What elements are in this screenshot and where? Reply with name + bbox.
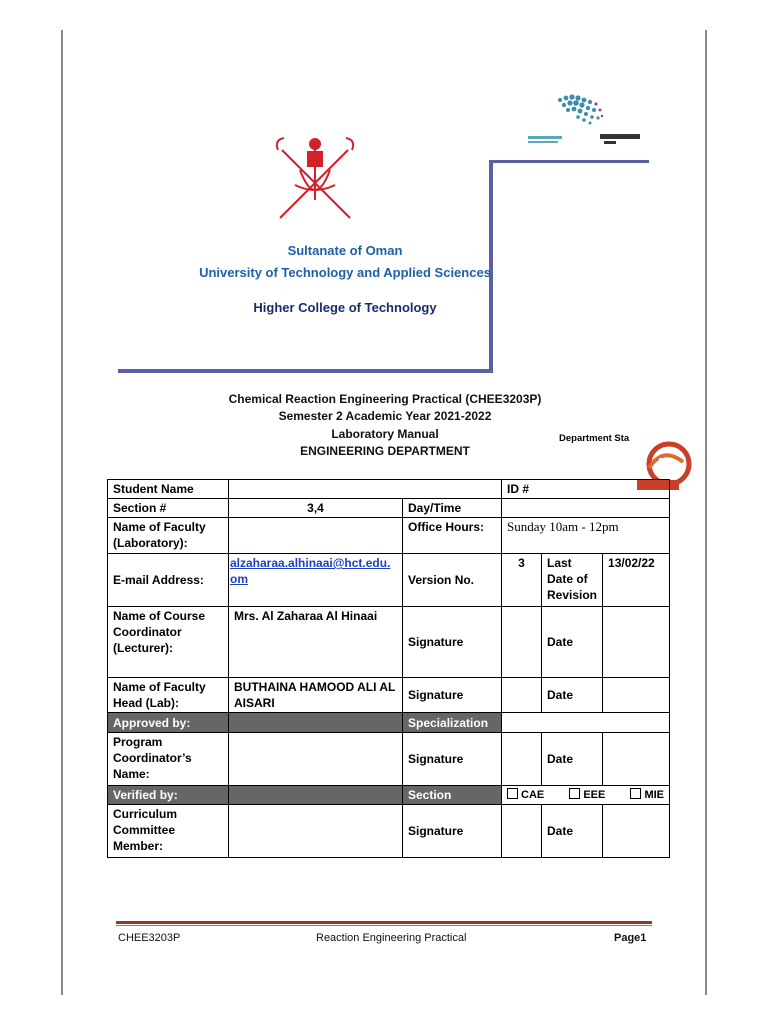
country-name: Sultanate of Oman: [287, 243, 403, 258]
date-cell: [603, 805, 670, 858]
id-label: ID #: [502, 480, 670, 499]
department-line: ENGINEERING DEPARTMENT: [300, 444, 470, 458]
coordinator-label: Name of Course Coordinator (Lecturer):: [108, 607, 229, 678]
coordinator-value: Mrs. Al Zaharaa Al Hinaai: [229, 607, 403, 678]
frame-bottom-line: [118, 369, 493, 373]
department-stamp-label: Department Sta: [559, 433, 630, 444]
oman-emblem-logo: [270, 130, 360, 225]
student-name-label: Student Name: [108, 480, 229, 499]
curriculum-member-value: [229, 805, 403, 858]
footer-course-title: Reaction Engineering Practical: [316, 932, 467, 944]
date-label: Date: [542, 805, 603, 858]
faculty-lab-value: [229, 518, 403, 554]
section-value: 3,4: [229, 499, 403, 518]
last-revision-label: Last Date of Revision: [542, 554, 603, 607]
date-label: Date: [542, 678, 603, 713]
option-cae[interactable]: CAE: [507, 787, 544, 803]
semester-line: Semester 2 Academic Year 2021-2022: [278, 409, 492, 423]
daytime-value: [502, 499, 670, 518]
faculty-lab-label: Name of Faculty (Laboratory):: [108, 518, 229, 554]
signature-label: Signature: [403, 805, 502, 858]
oman-vision-logo: [520, 88, 650, 154]
university-name: University of Technology and Applied Sciences: [199, 265, 491, 280]
signature-cell: [502, 678, 542, 713]
footer-rule: [116, 921, 652, 924]
daytime-label: Day/Time: [403, 499, 502, 518]
course-title: Chemical Reaction Engineering Practical (CHEE3203P): [228, 392, 542, 406]
course-info-table: [107, 479, 670, 858]
approved-by-value: [229, 713, 403, 733]
verified-by-value: [229, 786, 403, 805]
frame-top-line: [489, 160, 649, 163]
option-mie[interactable]: MIE: [630, 787, 664, 803]
section-options: [502, 786, 670, 805]
date-label: Date: [542, 607, 603, 678]
date-label: Date: [542, 733, 603, 786]
last-revision-value: 13/02/22: [603, 554, 670, 607]
page-margin-right: [705, 30, 707, 995]
specialization-label: Specialization: [403, 713, 502, 733]
faculty-head-label: Name of Faculty Head (Lab):: [108, 678, 229, 713]
page-margin-left: [61, 30, 63, 995]
program-coordinator-value: [229, 733, 403, 786]
signature-cell: [502, 733, 542, 786]
signature-label: Signature: [403, 733, 502, 786]
option-eee[interactable]: EEE: [569, 787, 605, 803]
version-label: Version No.: [403, 554, 502, 607]
student-name-value: [229, 480, 502, 499]
specialization-value: [502, 713, 670, 733]
email-link[interactable]: alzaharaa.alhinaai@hct.edu.om: [230, 556, 391, 586]
faculty-head-value: BUTHAINA HAMOOD ALI AL AISARI: [229, 678, 403, 713]
signature-label: Signature: [403, 678, 502, 713]
date-cell: [603, 733, 670, 786]
footer-course-code: CHEE3203P: [118, 932, 181, 944]
checkbox-cae[interactable]: [507, 788, 518, 799]
footer-page-number: Page1: [614, 932, 647, 944]
checkbox-mie[interactable]: [630, 788, 641, 799]
email-label: E-mail Address:: [108, 554, 229, 607]
section-word-label: Section: [403, 786, 502, 805]
date-cell: [603, 678, 670, 713]
email-cell: [229, 554, 403, 607]
office-hours-label: Office Hours:: [403, 518, 502, 554]
date-cell: [603, 607, 670, 678]
section-label: Section #: [108, 499, 229, 518]
checkbox-eee[interactable]: [569, 788, 580, 799]
manual-line: Laboratory Manual: [331, 427, 439, 441]
approved-by-label: Approved by:: [108, 713, 229, 733]
program-coordinator-label: Program Coordinator’s Name:: [108, 733, 229, 786]
signature-cell: [502, 805, 542, 858]
signature-label: Signature: [403, 607, 502, 678]
version-value: 3: [502, 554, 542, 607]
curriculum-member-label: Curriculum Committee Member:: [108, 805, 229, 858]
office-hours-value: Sunday 10am - 12pm: [502, 518, 670, 554]
signature-cell: [502, 607, 542, 678]
verified-by-label: Verified by:: [108, 786, 229, 805]
footer-rule-thin: [116, 925, 652, 926]
college-name: Higher College of Technology: [253, 300, 437, 315]
